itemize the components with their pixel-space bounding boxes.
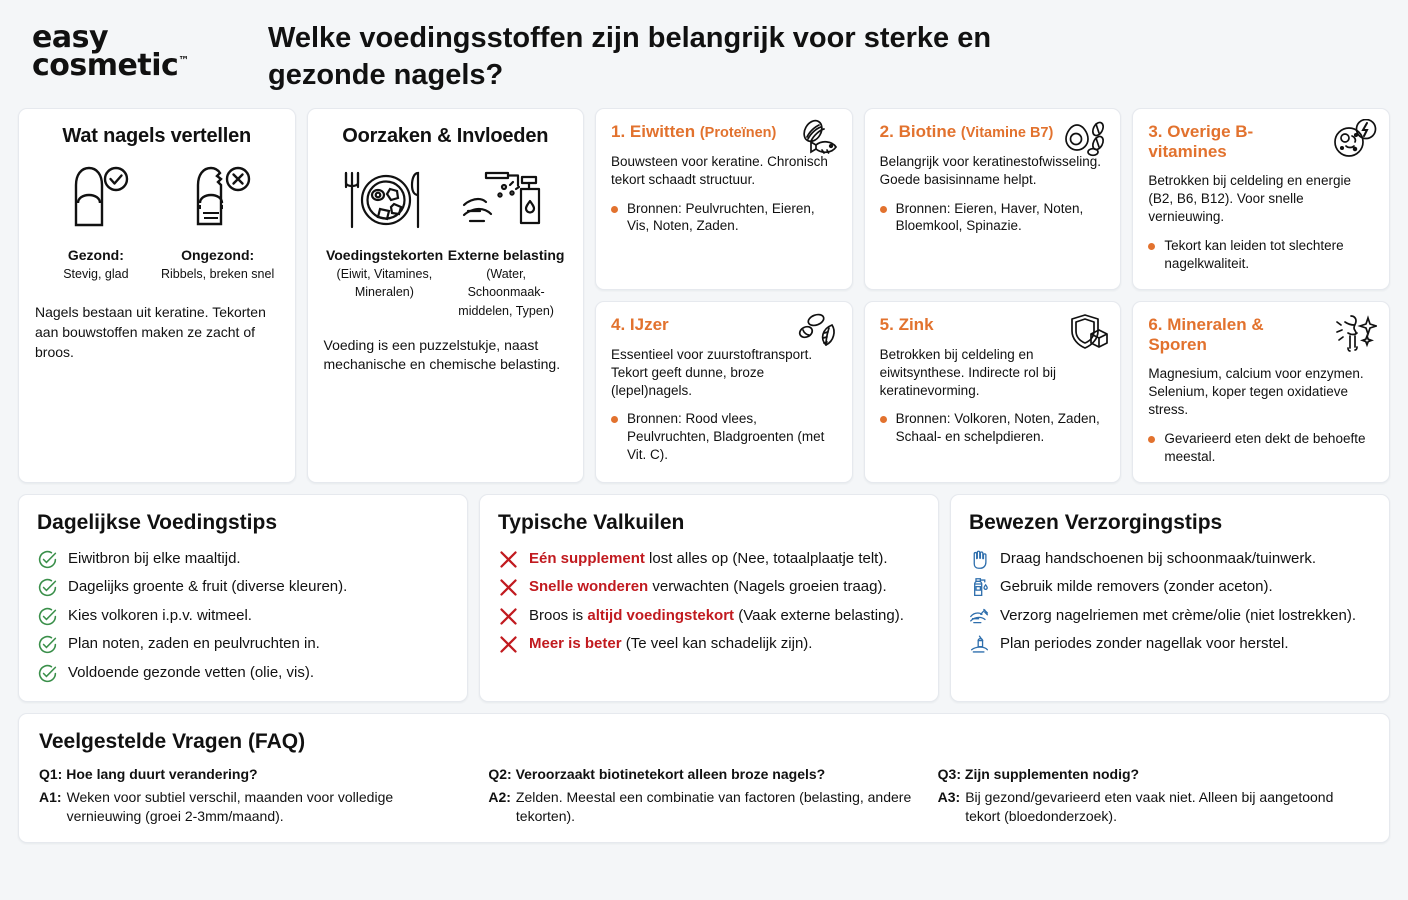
nutrition-deficit-block [326, 246, 443, 320]
check-circle-icon [37, 634, 58, 655]
nutrient-name-6: Mineralen & Sporen [1148, 315, 1264, 354]
bullet-dot-icon [611, 206, 618, 213]
nutrient-desc-1: Bouwsteen voor keratine. Chronisch tekort schaadt structuur. [611, 153, 828, 187]
trademark-symbol: ™ [178, 53, 189, 67]
panel-what-nails-tell [18, 108, 296, 483]
egg-nuts-icon [1062, 119, 1108, 159]
nutrient-card-3 [1132, 108, 1390, 290]
care-title: Bewezen Verzorgingstips [969, 511, 1223, 535]
faq-answer [938, 788, 1369, 827]
care-text: Gebruik milde removers (zonder aceton). [1000, 578, 1273, 596]
faq-q-text: Hoe lang duurt verandering? [66, 765, 258, 782]
list-item [498, 601, 920, 630]
middle-row [18, 494, 1390, 702]
bone-sparkle-icon [1331, 312, 1377, 352]
external-load-label: Externe belasting [447, 247, 565, 264]
pitfall-text [529, 604, 904, 628]
pitfall-highlight: Eén supplement [529, 549, 645, 567]
brand-line-2: cosmetic [32, 47, 179, 83]
nail-polish-icon [969, 634, 990, 655]
page-title: Welke voedingsstoffen zijn belangrijk voor sterke en gezonde nagels? [268, 22, 992, 92]
bullet-dot-icon [611, 416, 618, 423]
cross-icon [498, 606, 519, 627]
nutrient-name-3: Overige B-vitamines [1148, 122, 1254, 161]
nutrient-paren-1: (Proteïnen) [699, 125, 777, 142]
nutrient-number-6: 6. [1148, 315, 1163, 335]
faq-a-text: Zelden. Meestal een combinatie van factoren (belasting, andere tekorten). [515, 788, 912, 825]
pitfall-text [529, 632, 812, 656]
nails-footer-text: Nagels bestaan uit keratine. Tekorten aan bouwstoffen maken ze zacht of broos. [35, 304, 266, 360]
unhealthy-sub: Ribbels, breken snel [160, 267, 275, 282]
glove-icon [969, 549, 990, 570]
nutrient-name-2: Biotine [898, 122, 957, 142]
nutrient-bullet-3 [1148, 237, 1374, 273]
faq-a-label: A1: [39, 788, 62, 805]
pitfalls-title: Typische Valkuilen [498, 511, 685, 535]
nutrient-bullet-text-5: Bronnen: Volkoren, Noten, Zaden, Schaal- en schelpdieren. [895, 411, 1100, 445]
check-circle-icon [37, 606, 58, 627]
tips-title: Dagelijkse Voedingstips [37, 511, 278, 535]
tip-text: Plan noten, zaden en peulvruchten in. [68, 635, 320, 653]
list-item [498, 573, 920, 602]
brand-logo [18, 18, 268, 83]
care-text: Verzorg nagelriemen met crème/olie (niet lostrekken). [1000, 606, 1356, 624]
pitfall-pre: Broos is [529, 606, 588, 624]
nutrient-desc-4: Essentieel voor zuurstoftransport. Tekort geeft dunne, broze (lepel)nagels. [611, 346, 813, 398]
causes-illustrations [324, 160, 568, 238]
pitfall-text [529, 547, 888, 571]
nutrition-deficit-label: Voedingstekorten [325, 247, 444, 264]
list-item [37, 658, 449, 687]
cross-icon [498, 634, 519, 655]
nutrient-bullet-text-1: Bronnen: Peulvruchten, Eieren, Vis, Noten, Zaden. [627, 200, 815, 234]
faq-item [938, 766, 1369, 827]
unhealthy-label: Ongezond: [181, 247, 255, 264]
faq-a-text: Weken voor subtiel verschil, maanden voor volledige vernieuwing (groei 2-3mm/maand). [66, 788, 394, 825]
faq-question [938, 766, 1369, 782]
cell-energy-icon [1331, 119, 1377, 159]
faq-item [39, 766, 470, 827]
nutrient-number-1: 1. [611, 122, 626, 142]
nutrient-bullet-6 [1148, 430, 1374, 466]
faq-q-label: Q3: [937, 765, 961, 782]
top-row [18, 108, 1390, 483]
check-circle-icon [37, 663, 58, 684]
tip-text: Eiwitbron bij elke maaltijd. [68, 549, 241, 567]
tip-text: Voldoende gezonde vetten (olie, vis). [68, 663, 314, 681]
nutrient-name-1: Eiwitten [629, 122, 696, 142]
nutrient-bullet-1 [611, 200, 837, 236]
external-load-sub: (Water, Schoonmaak-middelen, Typen) [458, 267, 554, 318]
nutrient-number-5: 5. [879, 315, 894, 335]
list-item [969, 544, 1371, 573]
nutrient-desc-6: Magnesium, calcium voor enzymen. Selenium, koper tegen oxidatieve stress. [1148, 366, 1364, 418]
list-item [37, 601, 449, 630]
faq-q-label: Q1: [39, 765, 63, 782]
faq-q-label: Q2: [488, 765, 512, 782]
faq-a-label: A2: [488, 788, 511, 805]
faq-question [488, 766, 919, 782]
nutrition-deficit-sub: (Eiwit, Vitamines, Mineralen) [336, 267, 433, 300]
panel-title-causes: Oorzaken & Invloeden [342, 125, 549, 148]
nail-illustrations [35, 160, 279, 238]
faq-a-text: Bij gezond/gevarieerd eten vaak niet. Alleen bij aangetoond tekort (bloedonderzoek). [965, 788, 1334, 825]
faq-grid [39, 766, 1369, 827]
pitfall-post: (Te veel kan schadelijk zijn). [621, 635, 813, 653]
nutrient-card-5 [864, 301, 1122, 483]
causes-footer-text: Voeding is een puzzelstukje, naast mechanische en chemische belasting. [323, 336, 561, 373]
tip-text: Kies volkoren i.p.v. witmeel. [68, 606, 252, 624]
check-circle-icon [37, 549, 58, 570]
nutrient-number-4: 4. [611, 315, 626, 335]
leaf-beans-icon [794, 312, 840, 352]
nutrient-number-2: 2. [879, 122, 894, 142]
nutrient-number-3: 3. [1148, 122, 1163, 142]
panel-faq [18, 713, 1390, 844]
cross-icon [498, 549, 519, 570]
shield-cube-icon [1062, 312, 1108, 352]
nutrient-bullet-text-2: Bronnen: Eieren, Haver, Noten, Bloemkool, Spinazie. [895, 200, 1084, 234]
handwash-soap-icon [458, 167, 554, 238]
healthy-sub: Stevig, glad [63, 267, 129, 282]
nutrient-name-5: Zink [898, 315, 934, 335]
pitfall-post: lost alles op (Nee, totaalplaatje telt). [644, 549, 888, 567]
nutrient-bullet-text-4: Bronnen: Rood vlees, Peulvruchten, Bladgroenten (met Vit. C). [627, 411, 825, 462]
nail-labels [35, 246, 279, 283]
bullet-dot-icon [1148, 436, 1155, 443]
remover-bottle-icon [969, 577, 990, 598]
panel-daily-nutrition-tips [18, 494, 468, 702]
tip-text: Dagelijks groente & fruit (diverse kleuren). [68, 578, 348, 596]
pitfall-highlight: Meer is beter [529, 635, 622, 653]
nutrient-bullet-2 [880, 200, 1106, 236]
list-item [498, 544, 920, 573]
panel-causes-influences [307, 108, 585, 483]
list-item [498, 630, 920, 659]
list-item [969, 630, 1371, 659]
healthy-label-block [37, 246, 154, 283]
pitfall-post: verwachten (Nagels groeien traag). [648, 578, 887, 596]
unhealthy-nail-icon [178, 157, 258, 238]
bullet-dot-icon [880, 416, 887, 423]
faq-q-text: Veroorzaakt biotinetekort alleen broze nagels? [515, 765, 826, 782]
list-item [37, 630, 449, 659]
care-text: Plan periodes zonder nagellak voor herstel. [1000, 635, 1289, 653]
nutrient-bullet-5 [880, 410, 1106, 446]
unhealthy-label-block [159, 246, 276, 283]
list-item [37, 573, 449, 602]
nutrient-bullet-text-6: Gevarieerd eten dekt de behoefte meestal. [1164, 430, 1366, 464]
healthy-label: Gezond: [67, 247, 124, 264]
nutrient-desc-5: Betrokken bij celdeling en eiwitsynthese. Indirecte rol bij keratinevorming. [879, 346, 1056, 398]
faq-answer [39, 788, 470, 827]
nutrient-desc-3: Betrokken bij celdeling en energie (B2, B6, B12). Voor snelle vernieuwing. [1148, 173, 1351, 225]
bullet-dot-icon [880, 206, 887, 213]
nutrient-card-6 [1132, 301, 1390, 483]
external-load-block [448, 246, 565, 320]
panel-typical-pitfalls [479, 494, 939, 702]
nutrient-card-1 [595, 108, 853, 290]
nutrient-card-2 [864, 108, 1122, 290]
pitfall-post: (Vaak externe belasting). [734, 606, 904, 624]
nutrient-grid [595, 108, 1390, 483]
bullet-dot-icon [1148, 243, 1155, 250]
left-panels [18, 108, 584, 483]
nutrient-bullet-text-3: Tekort kan leiden tot slechtere nagelkwaliteit. [1164, 237, 1344, 271]
pitfall-highlight: altijd voedingstekort [587, 606, 735, 624]
healthy-nail-icon [56, 157, 136, 238]
faq-q-text: Zijn supplementen nodig? [964, 765, 1140, 782]
brand-line-1: easy [32, 20, 109, 55]
nutrient-bullet-4 [611, 410, 837, 463]
nutrient-desc-2: Belangrijk voor keratinestofwisseling. Goede basisinname helpt. [879, 153, 1102, 187]
list-item [37, 544, 449, 573]
bean-fish-icon [794, 119, 840, 159]
list-item [969, 601, 1371, 630]
check-circle-icon [37, 577, 58, 598]
faq-answer [488, 788, 919, 827]
faq-a-label: A3: [937, 788, 961, 805]
panel-title-nails: Wat nagels vertellen [62, 125, 252, 148]
faq-item [488, 766, 919, 827]
nutrient-paren-2: (Vitamine B7) [960, 125, 1054, 142]
hand-cream-icon [969, 606, 990, 627]
nutrient-card-4 [595, 301, 853, 483]
faq-title: Veelgestelde Vragen (FAQ) [39, 729, 306, 753]
page-header [18, 0, 1390, 108]
panel-proven-care-tips [950, 494, 1390, 702]
nutrient-name-4: IJzer [629, 315, 669, 335]
list-item [969, 573, 1371, 602]
plate-cutlery-icon [336, 167, 432, 238]
pitfall-highlight: Snelle wonderen [529, 578, 649, 596]
causes-labels [324, 246, 568, 320]
cross-icon [498, 577, 519, 598]
pitfall-text [529, 575, 887, 599]
faq-question [39, 766, 470, 782]
care-text: Draag handschoenen bij schoonmaak/tuinwerk. [1000, 549, 1317, 567]
